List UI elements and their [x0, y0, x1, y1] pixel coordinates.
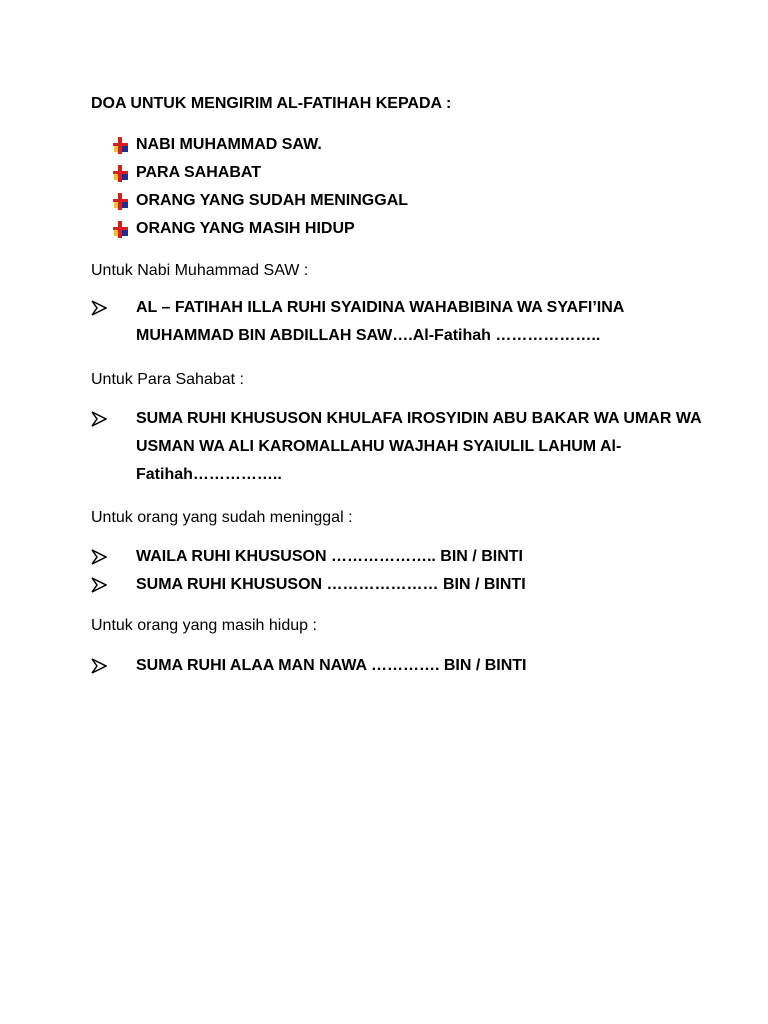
recipient-item — [112, 187, 408, 215]
list-item — [91, 405, 711, 489]
section-heading-meninggal: Untuk orang yang sudah meninggal : — [91, 509, 353, 526]
document-title: DOA UNTUK MENGIRIM AL-FATIHAH KEPADA : — [91, 95, 452, 112]
recipient-item — [112, 131, 408, 159]
arrow-icon — [91, 411, 107, 427]
section-heading-hidup: Untuk orang yang masih hidup : — [91, 617, 317, 634]
item-text: AL – FATIHAH ILLA RUHI SYAIDINA WAHABIBINA WA SYAFI’INA MUHAMMAD BIN ABDILLAH SAW….Al-Fatihah ……………….. — [136, 299, 624, 344]
recipient-label: ORANG YANG SUDAH MENINGGAL — [136, 192, 409, 209]
arrow-icon — [91, 658, 107, 674]
cross-icon — [112, 221, 129, 238]
list-item — [91, 543, 711, 571]
list-item — [91, 571, 711, 599]
list-item — [91, 652, 711, 680]
arrow-icon — [91, 549, 107, 565]
section-heading-sahabat: Untuk Para Sahabat : — [91, 371, 244, 388]
arrow-icon — [91, 577, 107, 593]
item-text: SUMA RUHI ALAA MAN NAWA …………. BIN / BINTI — [136, 657, 527, 674]
arrow-icon — [91, 300, 107, 316]
recipient-item — [112, 215, 408, 243]
recipient-label: ORANG YANG MASIH HIDUP — [136, 220, 355, 237]
cross-icon — [112, 137, 129, 154]
section-heading-nabi: Untuk Nabi Muhammad SAW : — [91, 262, 309, 279]
item-text: SUMA RUHI KHUSUSON KHULAFA IROSYIDIN ABU BAKAR WA UMAR WA USMAN WA ALI KAROMALLAHU WAJHAH SYAIULIL LAHUM Al-Fatihah…………….. — [136, 410, 702, 483]
item-text: WAILA RUHI KHUSUSON ……………….. BIN / BINTI — [136, 548, 523, 565]
list-item — [91, 294, 711, 350]
recipient-list — [112, 131, 408, 243]
recipient-label: NABI MUHAMMAD SAW. — [136, 136, 322, 153]
recipient-label: PARA SAHABAT — [136, 164, 262, 181]
recipient-item — [112, 159, 408, 187]
cross-icon — [112, 165, 129, 182]
cross-icon — [112, 193, 129, 210]
item-text: SUMA RUHI KHUSUSON ………………… BIN / BINTI — [136, 576, 526, 593]
